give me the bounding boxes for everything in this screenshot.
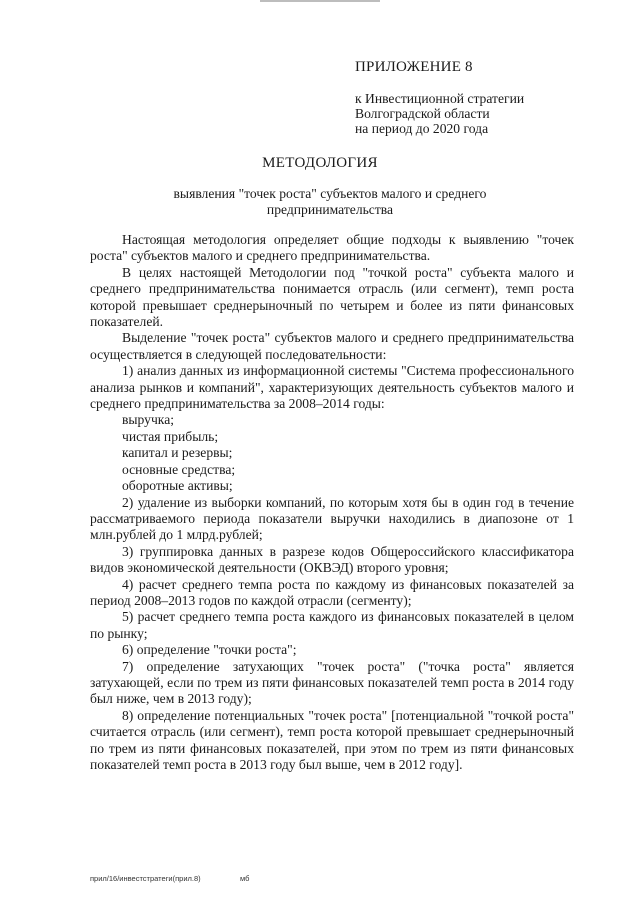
indicator-item: оборотные активы; (122, 478, 233, 494)
appendix-ref-line: на период до 2020 года (355, 121, 489, 136)
step-item: 5) расчет среднего темпа роста каждого из финансовых показателей в целом по рынку; (90, 609, 574, 641)
paragraph: Выделение "точек роста" субъектов малого и среднего предпринимательства осуществляется в следующей последовательности: (90, 330, 574, 362)
step-item: 4) расчет среднего темпа роста по каждому из финансовых показателей за период 2008–2013 годов по каждой отрасли (сегменту); (90, 576, 574, 608)
footer-filename: прил/16/инвестстратеги(прил.8) (90, 874, 201, 883)
document-title: МЕТОДОЛОГИЯ (262, 155, 378, 171)
step-item: 3) группировка данных в разрезе кодов Общероссийского классификатора видов экономической деятельности (ОКВЭД) второго уровня; (90, 543, 574, 576)
appendix-title: ПРИЛОЖЕНИЕ 8 (355, 59, 473, 75)
appendix-ref-line: к Инвестиционной стратегии (355, 91, 525, 106)
step-item: 6) определение "точки роста"; (122, 642, 297, 658)
page-footer (90, 874, 250, 883)
footer-code: мб (240, 874, 250, 883)
paragraph: В целях настоящей Методологии под "точкой роста" субъекта малого и среднего предпринимательства понимается отрасль (или сегмент), темп роста которой превышает среднерыночный по четырем и более из пяти финансовых показателей. (90, 264, 574, 330)
document-body (90, 232, 574, 773)
step-item: 7) определение затухающих "точек роста" ("точка роста" является затухающей, если по трем из пяти финансовых показателей темп роста в 2014 году был ниже, чем в 2013 году); (90, 658, 574, 707)
appendix-reference (355, 91, 524, 136)
scan-edge-mark (260, 0, 380, 2)
step-item: 8) определение потенциальных "точек роста" [потенциальной "точкой роста" считается отрасль (или сегмент), темп роста которой превышает среднерыночный по трем из пяти финансовых показателей, при этом по трем из пяти финансовых показателей темп роста в 2013 году был выше, чем в 2012 году]. (90, 707, 574, 772)
step-item: 2) удаление из выборки компаний, по которым хотя бы в один год в течение рассматриваемого периода показатели выручки находились в диапозоне от 1 млн.рублей до 1 млрд.рублей; (90, 494, 574, 543)
document-subtitle: выявления "точек роста" субъектов малого и среднего предпринимательства (173, 186, 487, 217)
indicator-item: основные средства; (122, 461, 236, 477)
paragraph: Настоящая методология определяет общие подходы к выявлению "точек роста" субъектов малого и среднего предпринимательства. (90, 232, 574, 264)
indicator-item: капитал и резервы; (122, 445, 233, 461)
indicator-item: чистая прибыль; (122, 428, 219, 444)
step-item: 1) анализ данных из информационной системы "Система профессионального анализа рынков и компаний", характеризующих деятельность субъектов малого и среднего предпринимательства за 2008–2014 годы: (90, 363, 574, 412)
indicator-item: выручка; (122, 412, 175, 428)
appendix-ref-line: Волгоградской области (355, 106, 490, 121)
